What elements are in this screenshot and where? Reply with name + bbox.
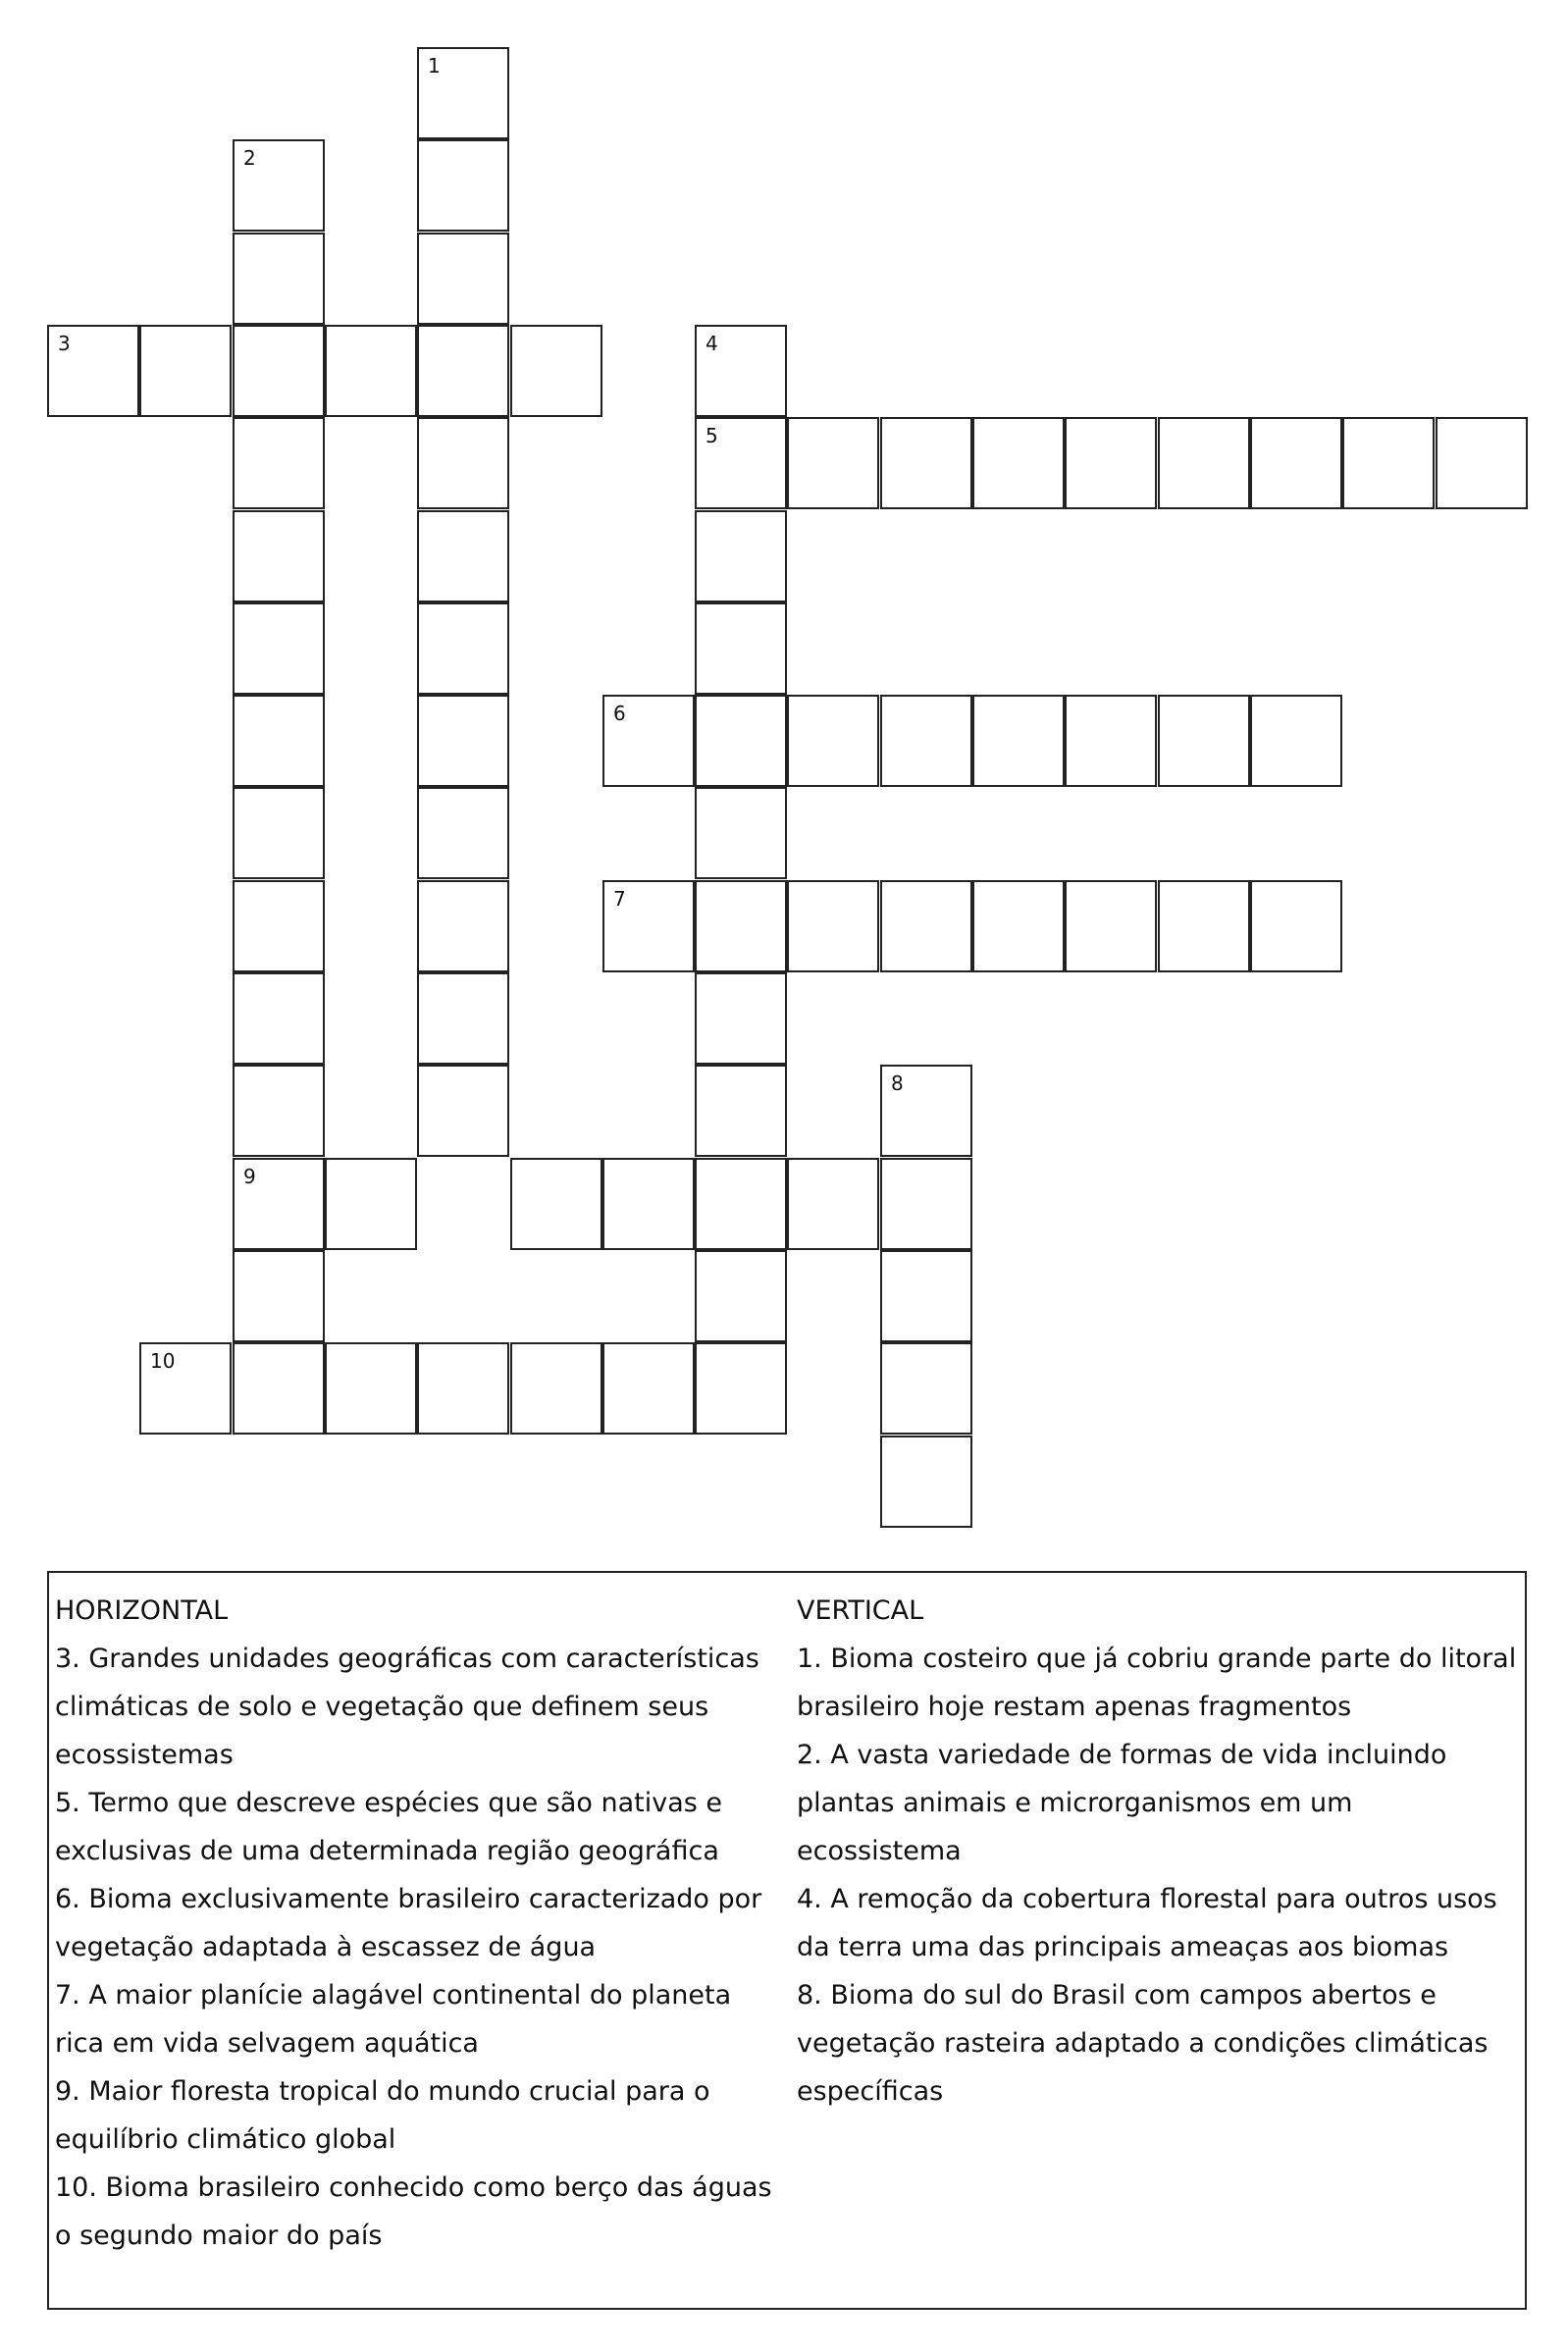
grid-cell[interactable]: [1065, 880, 1157, 972]
grid-cell[interactable]: [695, 417, 787, 509]
grid-cell[interactable]: [233, 787, 325, 879]
clue-1-down: 1. Bioma costeiro que já cobriu grande parte do litoral brasileiro hoje restam apenas fragmentos: [797, 1644, 1517, 1722]
grid-cell[interactable]: [233, 325, 325, 417]
grid-cell[interactable]: [1436, 417, 1528, 509]
clue-number: 5: [706, 424, 718, 447]
grid-cell[interactable]: [695, 602, 787, 695]
clue-number: 4: [706, 332, 718, 355]
grid-cell[interactable]: [787, 880, 879, 972]
grid-cell[interactable]: [602, 1158, 695, 1250]
grid-cell[interactable]: [695, 1065, 787, 1157]
grid-cell[interactable]: [233, 602, 325, 695]
grid-cell[interactable]: [417, 972, 509, 1065]
grid-cell[interactable]: [510, 325, 602, 417]
grid-cell[interactable]: [233, 695, 325, 787]
clue-number: 10: [150, 1349, 176, 1373]
grid-cell[interactable]: [1342, 417, 1435, 509]
grid-cell[interactable]: [325, 325, 417, 417]
grid-cell[interactable]: [139, 325, 232, 417]
grid-cell[interactable]: [1158, 695, 1250, 787]
grid-cell[interactable]: [1250, 417, 1342, 509]
grid-cell[interactable]: [233, 1065, 325, 1157]
grid-cell[interactable]: [880, 1158, 972, 1250]
clue-number: 7: [613, 887, 626, 911]
grid-cell[interactable]: [417, 602, 509, 695]
grid-cell[interactable]: [233, 972, 325, 1065]
grid-cell[interactable]: [417, 1342, 509, 1435]
grid-cell[interactable]: [787, 1158, 879, 1250]
grid-cell[interactable]: [787, 417, 879, 509]
clue-number: 2: [243, 146, 256, 170]
grid-cell[interactable]: [417, 880, 509, 972]
grid-cell[interactable]: [695, 1158, 787, 1250]
grid-cell[interactable]: [233, 1342, 325, 1435]
clue-number: 1: [428, 54, 441, 78]
grid-cell[interactable]: [787, 695, 879, 787]
grid-cell[interactable]: [233, 1158, 325, 1250]
grid-cell[interactable]: [695, 325, 787, 417]
grid-cell[interactable]: [325, 1158, 417, 1250]
clue-10-across: 10. Bioma brasileiro conhecido como berço das águas o segundo maior do país: [55, 2172, 772, 2251]
grid-cell[interactable]: [417, 233, 509, 325]
grid-cell[interactable]: [695, 510, 787, 602]
grid-cell[interactable]: [233, 139, 325, 232]
grid-cell[interactable]: [695, 1342, 787, 1435]
vertical-heading: VERTICAL: [797, 1595, 924, 1626]
clue-6-across: 6. Bioma exclusivamente brasileiro caracterizado por vegetação adaptada à escassez de água: [55, 1884, 762, 1962]
grid-cell[interactable]: [880, 1436, 972, 1528]
grid-cell[interactable]: [233, 1250, 325, 1342]
grid-cell[interactable]: [602, 880, 695, 972]
grid-cell[interactable]: [695, 695, 787, 787]
clues-box: [47, 1571, 1527, 2310]
grid-cell[interactable]: [47, 325, 139, 417]
grid-cell[interactable]: [880, 1065, 972, 1157]
grid-cell[interactable]: [880, 1342, 972, 1435]
grid-cell[interactable]: [417, 47, 509, 139]
grid-cell[interactable]: [1065, 695, 1157, 787]
grid-cell[interactable]: [880, 417, 972, 509]
grid-cell[interactable]: [139, 1342, 232, 1435]
grid-cell[interactable]: [695, 880, 787, 972]
grid-cell[interactable]: [233, 233, 325, 325]
grid-cell[interactable]: [695, 787, 787, 879]
clue-number: 8: [891, 1071, 904, 1095]
grid-cell[interactable]: [417, 695, 509, 787]
clue-number: 6: [613, 702, 626, 725]
clue-2-down: 2. A vasta variedade de formas de vida incluindo plantas animais e microrganismos em um ecossistema: [797, 1740, 1447, 1866]
grid-cell[interactable]: [417, 510, 509, 602]
vertical-clues: [797, 1587, 1523, 2116]
grid-cell[interactable]: [1065, 417, 1157, 509]
grid-cell[interactable]: [417, 787, 509, 879]
grid-cell[interactable]: [1158, 417, 1250, 509]
grid-cell[interactable]: [325, 1342, 417, 1435]
clue-number: 9: [243, 1165, 256, 1188]
grid-cell[interactable]: [602, 695, 695, 787]
grid-cell[interactable]: [880, 880, 972, 972]
grid-cell[interactable]: [972, 417, 1065, 509]
grid-cell[interactable]: [233, 510, 325, 602]
clue-4-down: 4. A remoção da cobertura florestal para outros usos da terra uma das principais ameaças aos biomas: [797, 1884, 1497, 1962]
clue-8-down: 8. Bioma do sul do Brasil com campos abertos e vegetação rasteira adaptado a condições climáticas específicas: [797, 1980, 1489, 2107]
grid-cell[interactable]: [233, 417, 325, 509]
grid-cell[interactable]: [417, 417, 509, 509]
grid-cell[interactable]: [972, 695, 1065, 787]
clue-9-across: 9. Maior floresta tropical do mundo crucial para o equilíbrio climático global: [55, 2076, 710, 2155]
grid-cell[interactable]: [1250, 695, 1342, 787]
grid-cell[interactable]: [510, 1342, 602, 1435]
clue-5-across: 5. Termo que descreve espécies que são nativas e exclusivas de uma determinada região geográfica: [55, 1788, 723, 1866]
grid-cell[interactable]: [510, 1158, 602, 1250]
clue-number: 3: [58, 332, 71, 355]
grid-cell[interactable]: [417, 1065, 509, 1157]
grid-cell[interactable]: [1250, 880, 1342, 972]
grid-cell[interactable]: [880, 695, 972, 787]
grid-cell[interactable]: [695, 972, 787, 1065]
horizontal-heading: HORIZONTAL: [55, 1595, 229, 1626]
grid-cell[interactable]: [602, 1342, 695, 1435]
grid-cell[interactable]: [417, 325, 509, 417]
grid-cell[interactable]: [695, 1250, 787, 1342]
grid-cell[interactable]: [417, 139, 509, 232]
grid-cell[interactable]: [972, 880, 1065, 972]
clue-7-across: 7. A maior planície alagável continental do planeta rica em vida selvagem aquática: [55, 1980, 732, 2059]
horizontal-clues: [55, 1587, 781, 2260]
grid-cell[interactable]: [880, 1250, 972, 1342]
grid-cell[interactable]: [233, 880, 325, 972]
grid-cell[interactable]: [1158, 880, 1250, 972]
clue-3-across: 3. Grandes unidades geográficas com características climáticas de solo e vegetação que definem seus ecossistemas: [55, 1644, 759, 1770]
